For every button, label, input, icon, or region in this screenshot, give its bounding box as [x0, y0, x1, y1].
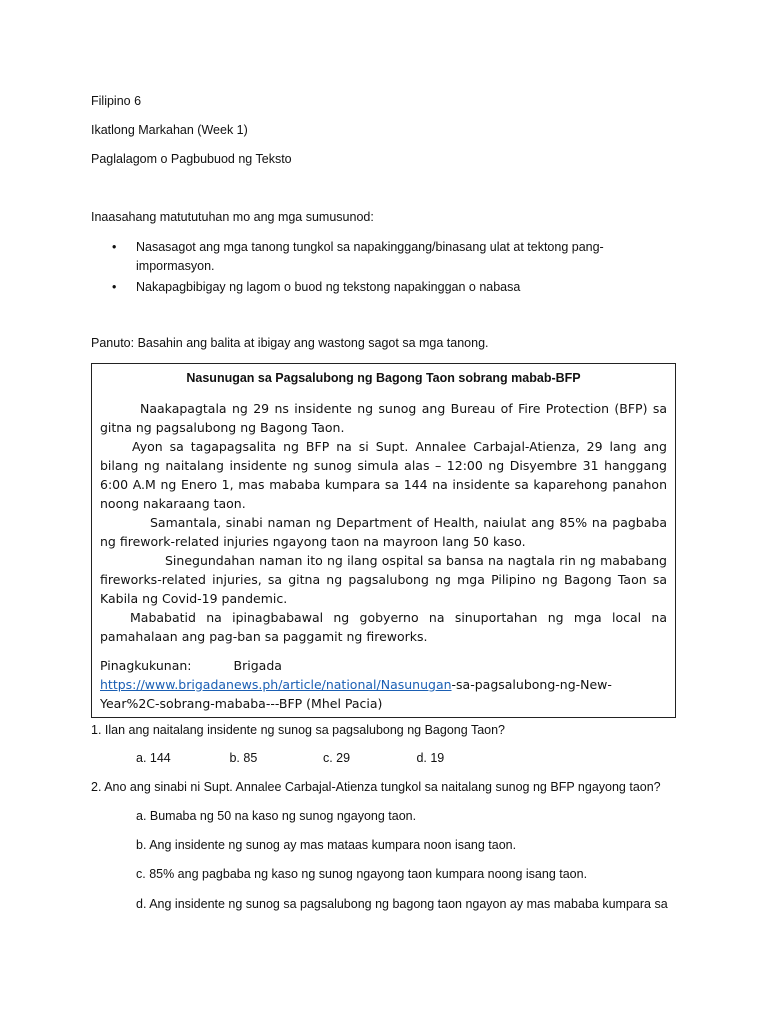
- source-link[interactable]: https://www.brigadanews.ph/article/national/Nasunugan: [100, 677, 452, 692]
- article-paragraph: Naakapagtala ng 29 ns insidente ng sunog ang Bureau of Fire Protection (BFP) sa gitna ng pagsalubong ng Bagong Taon.: [100, 401, 667, 435]
- instructions: Panuto: Basahin ang balita at ibigay ang wastong sagot sa mga tanong.: [91, 336, 489, 350]
- objectives-heading: Inaasahang matututuhan mo ang mga sumusunod:: [91, 210, 374, 224]
- question-2: 2. Ano ang sinabi ni Supt. Annalee Carbajal-Atienza tungkol sa naitalang sunog ng BFP ngayong taon?: [91, 780, 661, 794]
- question-1: 1. Ilan ang naitalang insidente ng sunog sa pagsalubong ng Bagong Taon?: [91, 723, 506, 737]
- question-1-choices: [136, 751, 506, 765]
- news-article-box: [91, 363, 676, 718]
- objective-text: Nakapagbibigay ng lagom o buod ng tekstong napakinggan o nabasa: [136, 280, 521, 294]
- subject-line: Filipino 6: [91, 94, 142, 108]
- bullet-mark: •: [112, 280, 117, 294]
- article-paragraph: Samantala, sinabi naman ng Department of Health, naiulat ang 85% na pagbaba ng firework-related injuries ngayong taon na mayroon lang 50 kaso.: [100, 515, 667, 549]
- choice-c: c. 85% ang pagbaba ng kaso ng sunog ngayong taon kumpara noong isang taon.: [136, 867, 588, 881]
- quarter-line: Ikatlong Markahan (Week 1): [91, 123, 248, 137]
- objective-text: Nasasagot ang mga tanong tungkol sa napakinggang/binasang ulat at tektong pang-impormasyon.: [136, 240, 604, 273]
- choice-c: c. 29: [322, 751, 351, 765]
- choice-d: d. 19: [416, 751, 445, 765]
- source-label: Pinagkukunan:: [100, 658, 192, 673]
- article-title: Nasunugan sa Pagsalubong ng Bagong Taon sobrang mabab-BFP: [186, 371, 581, 385]
- source-name: Brigada: [233, 658, 282, 673]
- objective-item: [112, 278, 636, 297]
- article-paragraph: Sinegundahan naman ito ng ilang ospital sa bansa na nagtala rin ng mababang fireworks-related injuries, sa gitna ng pagsalubong ng mga Pilipino ng Bagong Taon sa Kabila ng Covid-19 pandemic.: [100, 553, 667, 606]
- choice-a: a. Bumaba ng 50 na kaso ng sunog ngayong taon.: [136, 809, 417, 823]
- objective-item: [112, 238, 636, 276]
- choice-d: d. Ang insidente ng sunog sa pagsalubong ng bagong taon ngayon ay mas mababa kumpara sa: [136, 897, 668, 911]
- article-paragraph: Ayon sa tagapagsalita ng BFP na si Supt. Annalee Carbajal-Atienza, 29 lang ang bilang ng naitalang insidente ng sunog simula alas – 12:00 ng Disyembre 31 hanggang 6:00 A.M ng Enero 1, mas mababa kumpara sa 144 na insidente sa kaparehong panahon noong nakaraang taon.: [100, 439, 667, 511]
- bullet-mark: •: [112, 240, 117, 254]
- choice-a: a. 144: [136, 751, 171, 765]
- article-source: [100, 656, 667, 713]
- objectives-list: [112, 238, 636, 299]
- topic-line: Paglalagom o Pagbubuod ng Teksto: [91, 152, 292, 166]
- source-rest: -sa-pagsalubong-ng-New-Year%2C-sobrang-mababa---BFP (Mhel Pacia): [100, 677, 612, 711]
- choice-b: b. Ang insidente ng sunog ay mas mataas kumpara noon isang taon.: [136, 838, 517, 852]
- article-paragraph: Mababatid na ipinagbabawal ng gobyerno na sinuportahan ng mga local na pamahalaan ang pag-ban sa paggamit ng fireworks.: [100, 610, 667, 644]
- choice-b: b. 85: [229, 751, 258, 765]
